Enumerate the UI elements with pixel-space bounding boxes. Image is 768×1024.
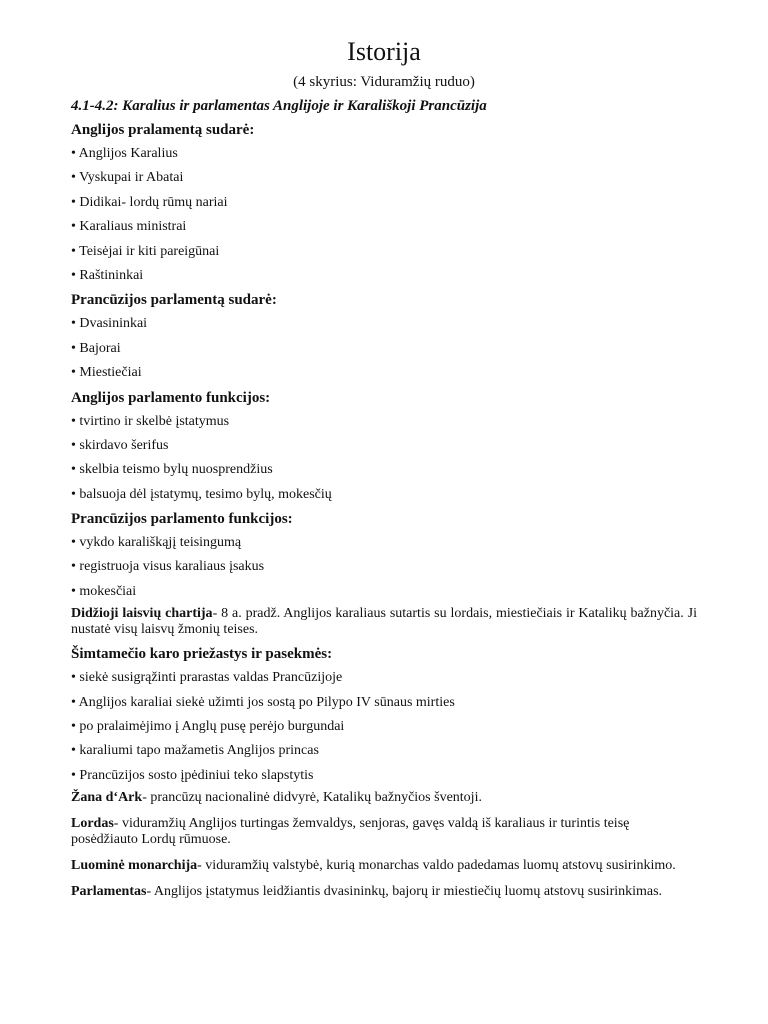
list-item: • Bajorai bbox=[71, 340, 121, 356]
definition-term: Parlamentas bbox=[71, 884, 147, 900]
list-item: • Didikai- lordų rūmų nariai bbox=[71, 194, 228, 210]
definition-term: Žana d‘Ark bbox=[71, 790, 143, 806]
list-item: • Vyskupai ir Abatai bbox=[71, 170, 184, 186]
definition-text: - Anglijos įstatymus leidžiantis dvasininkų, bajorų ir miestiečių luomų atstovų susirinkimas. bbox=[146, 884, 663, 900]
list-item: • siekė susigrąžinti prarastas valdas Prancūzijoje bbox=[71, 670, 343, 686]
section-subheading: 4.1-4.2: Karalius ir parlamentas Anglijoje ir Karališkoji Prancūzija bbox=[71, 98, 487, 114]
list-item: • Miestiečiai bbox=[71, 365, 142, 381]
list-item: • vykdo karališkąjį teisingumą bbox=[71, 535, 242, 551]
list-item: • balsuoja dėl įstatymų, tesimo bylų, mokesčių bbox=[71, 486, 332, 502]
definition-parliament bbox=[71, 884, 697, 900]
definition-lord bbox=[71, 816, 697, 848]
definition-joan bbox=[71, 790, 697, 806]
list-item: • Teisėjai ir kiti pareigūnai bbox=[71, 243, 220, 259]
list-item: • Anglijos Karalius bbox=[71, 146, 178, 161]
definition-text: - prancūzų nacionalinė didvyrė, Katalikų bažnyčios šventoji. bbox=[142, 790, 482, 806]
document-title: Istorija bbox=[347, 37, 421, 66]
list-item: • karaliumi tapo mažametis Anglijos princas bbox=[71, 743, 319, 759]
charter-term: Didžioji laisvių chartija bbox=[71, 606, 213, 622]
list-item: • Karaliaus ministrai bbox=[71, 219, 187, 235]
list-england-parliament bbox=[71, 144, 697, 286]
list-item: • Dvasininkai bbox=[71, 316, 148, 332]
section-heading-france-parliament: Prancūzijos parlamentą sudarė: bbox=[71, 292, 277, 309]
section-heading-war: Šimtamečio karo priežastys ir pasekmės: bbox=[71, 646, 333, 663]
section-heading-england-parliament: Anglijos pralamentą sudarė: bbox=[71, 122, 255, 138]
list-item: • Anglijos karaliai siekė užimti jos sostą po Pilypo IV sūnaus mirties bbox=[71, 694, 455, 710]
definition-text: - viduramžių valstybė, kurią monarchas valdo padedamas luomų atstovų susirinkimo. bbox=[197, 858, 676, 874]
definition-term: Luominė monarchija bbox=[71, 858, 198, 874]
definition-estate-monarchy bbox=[71, 858, 697, 874]
section-heading-france-functions: Prancūzijos parlamento funkcijos: bbox=[71, 511, 293, 528]
list-france-parliament bbox=[71, 314, 697, 383]
charter-paragraph bbox=[71, 606, 697, 638]
list-item: • po pralaimėjimo į Anglų pusę perėjo burgundai bbox=[71, 719, 345, 735]
list-item: • Prancūzijos sosto įpėdiniui teko slapstytis bbox=[71, 767, 314, 783]
list-item: • skelbia teismo bylų nuosprendžius bbox=[71, 462, 273, 478]
list-france-functions bbox=[71, 533, 697, 602]
list-item: • registruoja visus karaliaus įsakus bbox=[71, 559, 265, 575]
definition-term: Lordas bbox=[71, 816, 114, 832]
list-item: • tvirtino ir skelbė įstatymus bbox=[71, 413, 230, 429]
list-item: • Raštininkai bbox=[71, 267, 144, 283]
list-item: • mokesčiai bbox=[71, 583, 137, 599]
definition-text: - viduramžių Anglijos turtingas žemvaldys, senjoras, gavęs valdą iš karaliaus ir turintis teisę posėdžiauto Lordų rūmuose. bbox=[71, 816, 630, 848]
list-war bbox=[71, 668, 697, 786]
document-content bbox=[71, 36, 697, 910]
list-england-functions bbox=[71, 412, 697, 505]
charter-text: - 8 a. pradž. Anglijos karaliaus sutartis su lordais, miestiečiais ir Katalikų bažnyčia. Ji nustatė visų laisvų žmonių teises. bbox=[71, 606, 697, 638]
list-item: • skirdavo šerifus bbox=[71, 437, 169, 453]
section-heading-england-functions: Anglijos parlamento funkcijos: bbox=[71, 389, 271, 406]
document-subtitle: (4 skyrius: Viduramžių ruduo) bbox=[293, 74, 475, 90]
